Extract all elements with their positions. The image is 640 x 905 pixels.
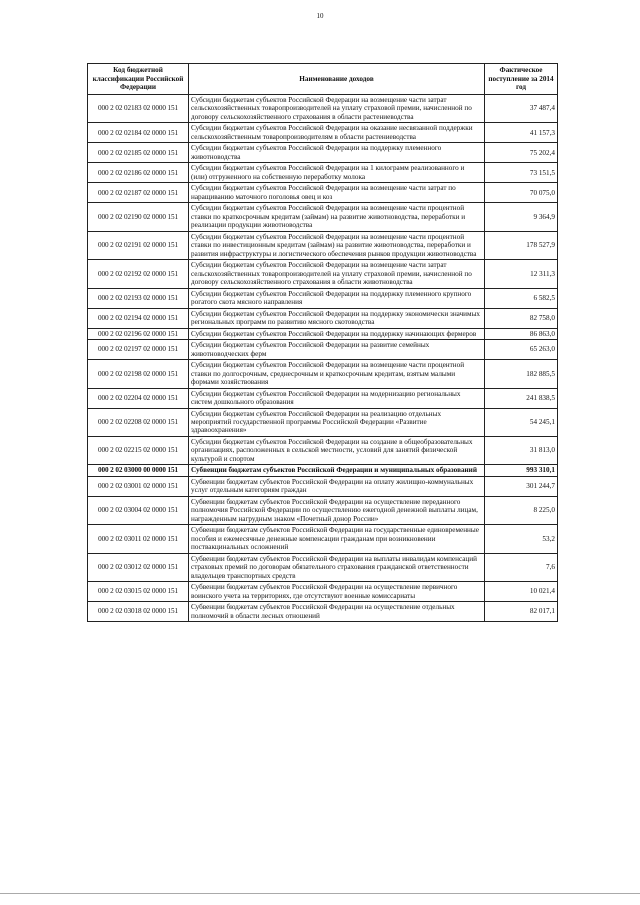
revenue-name-cell: Субсидии бюджетам субъектов Российской Федерации на возмещение части процентной ставки по краткосрочным кредитам (займам) на развитие животноводства, переработки и реализации продукции животноводства <box>189 203 485 231</box>
amount-cell: 12 311,3 <box>485 260 558 288</box>
budget-code-cell: 000 2 02 03001 02 0000 151 <box>88 476 189 496</box>
amount-cell: 82 758,0 <box>485 308 558 328</box>
revenue-name-cell: Субвенции бюджетам субъектов Российской Федерации на выплаты инвалидам компенсаций страховых премий по договорам обязательного страхования гражданской ответственности владельцев транспортных средств <box>189 553 485 581</box>
table-row <box>88 496 558 524</box>
header-code: Код бюджетной классификации Российской Федерации <box>88 64 189 95</box>
table-header-row <box>88 64 558 95</box>
revenue-name-cell: Субсидии бюджетам субъектов Российской Федерации на поддержку племенного животноводства <box>189 143 485 163</box>
table-row <box>88 308 558 328</box>
amount-cell: 37 487,4 <box>485 95 558 123</box>
budget-code-cell: 000 2 02 02194 02 0000 151 <box>88 308 189 328</box>
revenue-name-cell: Субвенции бюджетам субъектов Российской Федерации на осуществление переданного полномочия Российской Федерации по осуществлению ежегодной денежной выплаты лицам, награжденным нагрудным знаком «Почетный донор России» <box>189 496 485 524</box>
table-row <box>88 553 558 581</box>
page-bottom-edge <box>0 893 640 894</box>
table-row <box>88 143 558 163</box>
revenue-name-cell: Субсидии бюджетам субъектов Российской Федерации на модернизацию региональных систем дошкольного образования <box>189 388 485 408</box>
amount-cell: 8 225,0 <box>485 496 558 524</box>
revenue-name-cell: Субсидии бюджетам субъектов Российской Федерации на возмещение части процентной ставки по долгосрочным, среднесрочным и краткосрочным кредитам, взятым малыми формами хозяйствования <box>189 360 485 388</box>
header-name: Наименование доходов <box>189 64 485 95</box>
revenue-name-cell: Субсидии бюджетам субъектов Российской Федерации на поддержку экономически значимых региональных программ по развитию мясного скотоводства <box>189 308 485 328</box>
amount-cell: 54 245,1 <box>485 408 558 436</box>
revenue-name-cell: Субсидии бюджетам субъектов Российской Федерации на поддержку начинающих фермеров <box>189 328 485 339</box>
budget-code-cell: 000 2 02 02196 02 0000 151 <box>88 328 189 339</box>
budget-code-cell: 000 2 02 02190 02 0000 151 <box>88 203 189 231</box>
amount-cell: 241 838,5 <box>485 388 558 408</box>
amount-cell: 182 885,5 <box>485 360 558 388</box>
table-row <box>88 203 558 231</box>
revenue-name-cell: Субсидии бюджетам субъектов Российской Федерации на создание в общеобразовательных организациях, расположенных в сельской местности, условий для занятий физической культурой и спортом <box>189 436 485 464</box>
revenue-name-cell: Субсидии бюджетам субъектов Российской Федерации на реализацию отдельных мероприятий государственной программы Российской Федерации «Развитие здравоохранения» <box>189 408 485 436</box>
budget-code-cell: 000 2 02 02192 02 0000 151 <box>88 260 189 288</box>
table-row <box>88 436 558 464</box>
revenue-name-cell: Субвенции бюджетам субъектов Российской Федерации на государственные единовременные пособия и ежемесячные денежные компенсации гражданам при возникновении поствакцинальных осложнений <box>189 525 485 553</box>
table-row <box>88 465 558 476</box>
budget-code-cell: 000 2 02 02185 02 0000 151 <box>88 143 189 163</box>
amount-cell: 31 813,0 <box>485 436 558 464</box>
table-row <box>88 340 558 360</box>
amount-cell: 86 863,0 <box>485 328 558 339</box>
table-body <box>88 95 558 622</box>
table-row <box>88 476 558 496</box>
budget-code-cell: 000 2 02 03000 00 0000 151 <box>88 465 189 476</box>
amount-cell: 7,6 <box>485 553 558 581</box>
revenue-name-cell: Субвенции бюджетам субъектов Российской Федерации на оплату жилищно-коммунальных услуг отдельным категориям граждан <box>189 476 485 496</box>
budget-code-cell: 000 2 02 02191 02 0000 151 <box>88 231 189 259</box>
page-number: 10 <box>316 12 324 20</box>
table-row <box>88 231 558 259</box>
table-row <box>88 288 558 308</box>
table-row <box>88 388 558 408</box>
budget-code-cell: 000 2 02 02197 02 0000 151 <box>88 340 189 360</box>
budget-code-cell: 000 2 02 03004 02 0000 151 <box>88 496 189 524</box>
revenue-name-cell: Субвенции бюджетам субъектов Российской Федерации и муниципальных образований <box>189 465 485 476</box>
table-row <box>88 183 558 203</box>
budget-code-cell: 000 2 02 03018 02 0000 151 <box>88 602 189 622</box>
revenue-name-cell: Субсидии бюджетам субъектов Российской Федерации на поддержку племенного крупного рогатого скота мясного направления <box>189 288 485 308</box>
amount-cell: 75 202,4 <box>485 143 558 163</box>
amount-cell: 6 582,5 <box>485 288 558 308</box>
table-row <box>88 408 558 436</box>
table-row <box>88 163 558 183</box>
revenue-name-cell: Субвенции бюджетам субъектов Российской Федерации на осуществление первичного воинского учета на территориях, где отсутствуют военные комиссариаты <box>189 582 485 602</box>
budget-code-cell: 000 2 02 02208 02 0000 151 <box>88 408 189 436</box>
amount-cell: 41 157,3 <box>485 123 558 143</box>
amount-cell: 993 310,1 <box>485 465 558 476</box>
amount-cell: 73 151,5 <box>485 163 558 183</box>
budget-code-cell: 000 2 02 02204 02 0000 151 <box>88 388 189 408</box>
budget-code-cell: 000 2 02 02184 02 0000 151 <box>88 123 189 143</box>
revenue-name-cell: Субсидии бюджетам субъектов Российской Федерации на возмещение части затрат по наращиванию маточного поголовья овец и коз <box>189 183 485 203</box>
revenue-name-cell: Субсидии бюджетам субъектов Российской Федерации на возмещение части затрат сельскохозяйственных товаропроизводителей на уплату страховой премии, начисленной по договору сельскохозяйственного страхования в области животноводства <box>189 260 485 288</box>
amount-cell: 82 017,1 <box>485 602 558 622</box>
revenue-name-cell: Субвенции бюджетам субъектов Российской Федерации на осуществление отдельных полномочий в области лесных отношений <box>189 602 485 622</box>
budget-code-cell: 000 2 02 03015 02 0000 151 <box>88 582 189 602</box>
revenue-name-cell: Субсидии бюджетам субъектов Российской Федерации на возмещение части процентной ставки по инвестиционным кредитам (займам) на развитие животноводства, переработки и развития инфраструктуры и логистического обеспечения рынков продукции животноводства <box>189 231 485 259</box>
amount-cell: 65 263,0 <box>485 340 558 360</box>
revenue-table <box>87 63 558 622</box>
revenue-name-cell: Субсидии бюджетам субъектов Российской Федерации на оказание несвязанной поддержки сельскохозяйственным товаропроизводителям в области растениеводства <box>189 123 485 143</box>
budget-code-cell: 000 2 02 03012 02 0000 151 <box>88 553 189 581</box>
budget-code-cell: 000 2 02 02186 02 0000 151 <box>88 163 189 183</box>
amount-cell: 70 075,0 <box>485 183 558 203</box>
table-row <box>88 360 558 388</box>
budget-code-cell: 000 2 02 02193 02 0000 151 <box>88 288 189 308</box>
amount-cell: 178 527,9 <box>485 231 558 259</box>
table-row <box>88 328 558 339</box>
amount-cell: 9 364,9 <box>485 203 558 231</box>
budget-code-cell: 000 2 02 02215 02 0000 151 <box>88 436 189 464</box>
budget-code-cell: 000 2 02 03011 02 0000 151 <box>88 525 189 553</box>
revenue-name-cell: Субсидии бюджетам субъектов Российской Федерации на возмещение части затрат сельскохозяйственных товаропроизводителей на уплату страховой премии, начисленной по договору сельскохозяйственного страхования в области растениеводства <box>189 95 485 123</box>
revenue-name-cell: Субсидии бюджетам субъектов Российской Федерации на развитие семейных животноводческих ферм <box>189 340 485 360</box>
table-row <box>88 582 558 602</box>
revenue-name-cell: Субсидии бюджетам субъектов Российской Федерации на 1 килограмм реализованного и (или) отгруженного на собственную переработку молока <box>189 163 485 183</box>
header-amount: Фактическое поступление за 2014 год <box>485 64 558 95</box>
table-row <box>88 123 558 143</box>
table-row <box>88 602 558 622</box>
table-row <box>88 525 558 553</box>
budget-code-cell: 000 2 02 02187 02 0000 151 <box>88 183 189 203</box>
budget-code-cell: 000 2 02 02183 02 0000 151 <box>88 95 189 123</box>
amount-cell: 53,2 <box>485 525 558 553</box>
table-row <box>88 260 558 288</box>
budget-code-cell: 000 2 02 02198 02 0000 151 <box>88 360 189 388</box>
amount-cell: 10 021,4 <box>485 582 558 602</box>
amount-cell: 301 244,7 <box>485 476 558 496</box>
table-row <box>88 95 558 123</box>
